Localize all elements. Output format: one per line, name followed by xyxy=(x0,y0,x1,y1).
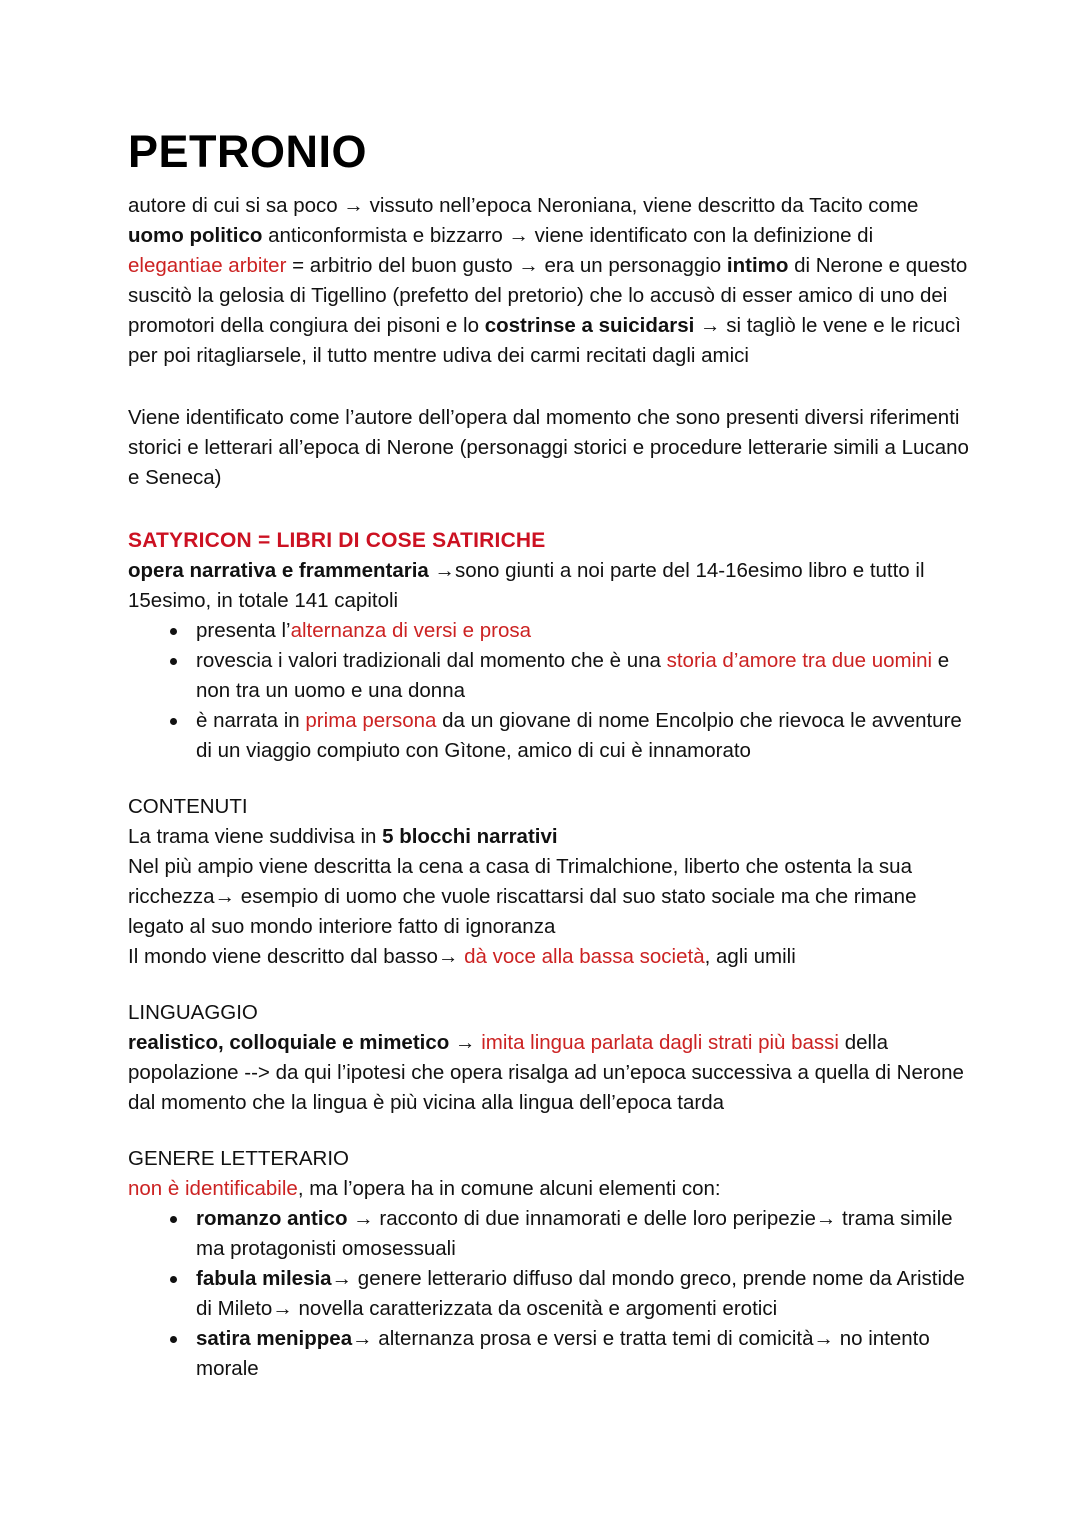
contenuti-line-3-red: dà voce alla bassa società xyxy=(464,945,705,969)
attribution-paragraph: Viene identificato come l’autore dell’opera dal momento che sono presenti diversi riferimenti storici e letterari all’epoca di Nerone (personaggi storici e procedure letterarie simili a Lucano e Seneca) xyxy=(128,406,969,490)
spacer xyxy=(128,766,970,792)
genere-lead-rest: , ma l’opera ha in comune alcuni elementi con: xyxy=(297,1177,721,1201)
section-heading-satyricon: SATYRICON = LIBRI DI COSE SATIRICHE xyxy=(128,529,546,553)
intro-text-4: di Nerone e questo suscitò la gelosia di Tigellino (prefetto del pretorio) che lo accusò di esser amico di uno dei promotori della congiura dei pisoni e lo xyxy=(128,254,968,338)
bullet-text-red: storia d’amore tra due uomini xyxy=(666,649,933,673)
intro-text-1: autore di cui si sa poco → vissuto nell’epoca Neroniana, viene descritto da Tacito come xyxy=(128,194,919,218)
genere-lead xyxy=(128,1174,970,1204)
linguaggio-paragraph xyxy=(128,1028,970,1118)
bullet-bold-satira-menippea: satira menippea xyxy=(196,1327,353,1351)
intro-text-3: = arbitrio del buon gusto → era un personaggio xyxy=(286,254,727,278)
contenuti-bold-5-blocchi: 5 blocchi narrativi xyxy=(382,825,558,849)
bullet-text-pre: presenta l’ xyxy=(196,619,291,643)
contenuti-line-2: Nel più ampio viene descritta la cena a casa di Trimalchione, liberto che ostenta la sua ricchezza→ esempio di uomo che vuole riscattarsi dal suo stato sociale ma che rimane legato al suo mondo interiore fatto di ignoranza xyxy=(128,855,917,939)
satyricon-lead xyxy=(128,556,970,616)
contenuti-text-pre: La trama viene suddivisa in xyxy=(128,825,383,849)
satyricon-bullet-list xyxy=(128,616,970,766)
bullet-text-red: prima persona xyxy=(305,709,437,733)
list-item xyxy=(128,1204,970,1264)
bullet-text-pre: è narrata in xyxy=(196,709,306,733)
intro-bold-intimo: intimo xyxy=(726,254,789,278)
intro-bold-costrinse-a-suicidarsi: costrinse a suicidarsi xyxy=(484,314,695,338)
intro-text-5: → si tagliò le vene e le ricucì per poi ritagliarsele, il tutto mentre udiva dei carmi recitati dagli amici xyxy=(128,314,961,368)
section-heading-contenuti: CONTENUTI xyxy=(128,795,248,819)
satyricon-lead-bold: opera narrativa e frammentaria xyxy=(128,559,429,583)
linguaggio-bold: realistico, colloquiale e mimetico xyxy=(128,1031,450,1055)
genere-bullet-list xyxy=(128,1204,970,1384)
contenuti-line-3-pre: Il mondo viene descritto dal basso→ xyxy=(128,945,465,969)
contenuti-line-1 xyxy=(128,822,970,852)
linguaggio-mid: → xyxy=(449,1031,482,1055)
section-heading-genere-letterario: GENERE LETTERARIO xyxy=(128,1147,349,1171)
contenuti-line-3 xyxy=(128,942,970,972)
bullet-text-post: da un giovane di nome Encolpio che rievoca le avventure di un viaggio compiuto con Gìtone, amico di cui è innamorato xyxy=(196,709,962,763)
linguaggio-rest: della popolazione --> da qui l’ipotesi che opera risalga ad un’epoca successiva a quella di Nerone dal momento che la lingua è più vicina alla lingua dell’epoca tarda xyxy=(128,1031,964,1115)
spacer xyxy=(128,1118,970,1144)
list-item xyxy=(128,706,970,766)
linguaggio-red: imita lingua parlata dagli strati più bassi xyxy=(481,1031,839,1055)
satyricon-lead-rest: →sono giunti a noi parte del 14-16esimo libro e tutto il 15esimo, in totale 141 capitoli xyxy=(128,559,925,613)
bullet-text-red: alternanza di versi e prosa xyxy=(290,619,532,643)
bullet-text-pre: rovescia i valori tradizionali dal momento che è una xyxy=(196,649,667,673)
bullet-text-rest: → alternanza prosa e versi e tratta temi di comicità→ no intento morale xyxy=(196,1327,930,1381)
list-item xyxy=(128,1264,970,1324)
intro-bold-uomo-politico: uomo politico xyxy=(128,224,263,248)
bullet-bold-romanzo-antico: romanzo antico xyxy=(196,1207,348,1231)
spacer xyxy=(128,972,970,998)
intro-text-2: anticonformista e bizzarro → viene identificato con la definizione di xyxy=(262,224,874,248)
intro-red-elegantiae-arbiter: elegantiae arbiter xyxy=(128,254,287,278)
section-heading-linguaggio: LINGUAGGIO xyxy=(128,1001,258,1025)
genere-lead-red: non è identificabile xyxy=(128,1177,298,1201)
bullet-text-post: e non tra un uomo e una donna xyxy=(196,649,950,703)
bullet-text-rest: → genere letterario diffuso dal mondo greco, prende nome da Aristide di Mileto→ novella caratterizzata da oscenità e argomenti erotici xyxy=(196,1267,965,1321)
intro-paragraph xyxy=(128,191,970,371)
spacer xyxy=(128,493,970,525)
bullet-text-rest: → racconto di due innamorati e delle loro peripezie→ trama simile ma protagonisti omosessuali xyxy=(196,1207,953,1261)
page-title: PETRONIO xyxy=(128,126,368,177)
list-item xyxy=(128,646,970,706)
contenuti-line-3-post: , agli umili xyxy=(704,945,796,969)
bullet-bold-fabula-milesia: fabula milesia xyxy=(196,1267,332,1291)
list-item xyxy=(128,616,970,646)
list-item xyxy=(128,1324,970,1384)
spacer xyxy=(128,371,970,403)
